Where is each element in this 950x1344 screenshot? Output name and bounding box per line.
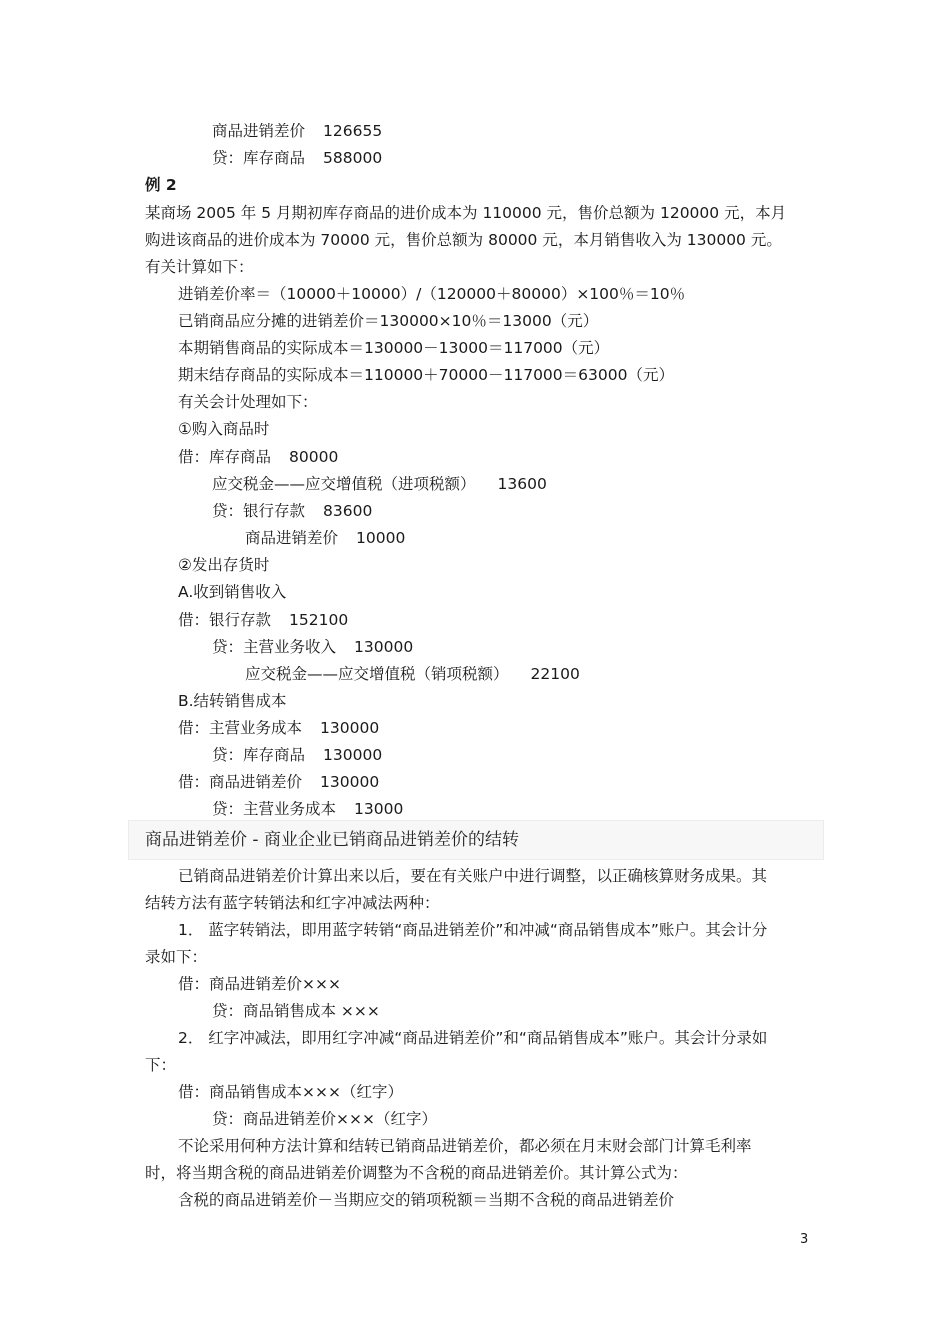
journal-line [212, 745, 382, 765]
account-name: 贷：库存商品 [212, 149, 306, 167]
amount: 130000 [323, 746, 383, 764]
paragraph-line: 有关计算如下： [145, 258, 254, 276]
account-name: 借：银行存款 [178, 611, 272, 629]
amount: 130000 [354, 638, 414, 656]
journal-line [212, 799, 403, 819]
account-name: 借：主营业务成本 [178, 719, 303, 737]
journal-line: 贷：商品进销差价×××（红字） [212, 1110, 437, 1128]
amount: 80000 [289, 448, 339, 466]
paragraph-line: 不论采用何种方法计算和结转已销商品进销差价，都必须在月末财会部门计算毛利率 [178, 1137, 752, 1155]
account-name: 商品进销差价 [245, 529, 339, 547]
paragraph-line: 购进该商品的进价成本为 70000 元，售价总额为 80000 元，本月销售收入为 130000 元。 [145, 231, 782, 249]
journal-line [245, 528, 405, 548]
step-label: B.结转销售成本 [178, 692, 287, 710]
journal-line: 借：商品销售成本×××（红字） [178, 1083, 403, 1101]
amount: 152100 [289, 611, 349, 629]
calc-line: 期末结存商品的实际成本＝110000＋70000－117000＝63000（元） [178, 366, 674, 384]
calc-line: 有关会计处理如下： [178, 393, 318, 411]
journal-line [212, 148, 382, 168]
paragraph-line: 时，将当期含税的商品进销差价调整为不含税的商品进销差价。其计算公式为： [145, 1164, 688, 1182]
journal-line [212, 501, 372, 521]
calc-line: 进销差价率＝（10000＋10000）/（120000＋80000）×100％＝10％ [178, 285, 686, 303]
paragraph-line: 某商场 2005 年 5 月期初库存商品的进价成本为 110000 元，售价总额为 120000 元，本月 [145, 204, 787, 222]
account-name: 借：库存商品 [178, 448, 272, 466]
journal-line: 贷：商品销售成本 ××× [212, 1002, 380, 1020]
calc-line: 本期销售商品的实际成本＝130000－13000＝117000（元） [178, 339, 610, 357]
amount: 13600 [497, 475, 547, 493]
step-label: ②发出存货时 [178, 556, 270, 574]
account-name: 贷：主营业务成本 [212, 800, 337, 818]
amount: 22100 [530, 665, 580, 683]
journal-line [178, 718, 379, 738]
example-title: 例 2 [145, 176, 177, 194]
account-name: 贷：银行存款 [212, 502, 306, 520]
journal-line [245, 664, 580, 684]
page-number: 3 [800, 1232, 809, 1247]
calc-line: 已销商品应分摊的进销差价＝130000×10％＝13000（元） [178, 312, 599, 330]
method-line: 录如下： [145, 948, 208, 966]
method-line: 1． 蓝字转销法，即用蓝字转销“商品进销差价”和冲减“商品销售成本”账户。其会计分 [178, 921, 768, 939]
journal-line [212, 121, 382, 141]
amount: 588000 [323, 149, 383, 167]
journal-line: 借：商品进销差价××× [178, 975, 341, 993]
method-line: 下： [145, 1056, 177, 1074]
amount: 130000 [320, 719, 380, 737]
paragraph-line: 结转方法有蓝字转销法和红字冲减法两种： [145, 894, 440, 912]
account-name: 应交税金——应交增值税（销项税额） [245, 665, 509, 683]
amount: 13000 [354, 800, 404, 818]
amount: 126655 [323, 122, 383, 140]
journal-line [212, 474, 547, 494]
journal-line [178, 447, 338, 467]
method-line: 2． 红字冲减法，即用红字冲减“商品进销差价”和“商品销售成本”账户。其会计分录如 [178, 1029, 768, 1047]
journal-line [212, 637, 413, 657]
account-name: 应交税金——应交增值税（进项税额） [212, 475, 476, 493]
account-name: 贷：库存商品 [212, 746, 306, 764]
step-label: ①购入商品时 [178, 420, 270, 438]
journal-line [178, 610, 348, 630]
formula-line: 含税的商品进销差价－当期应交的销项税额＝当期不含税的商品进销差价 [178, 1191, 675, 1209]
amount: 10000 [356, 529, 406, 547]
amount: 130000 [320, 773, 380, 791]
paragraph-line: 已销商品进销差价计算出来以后，要在有关账户中进行调整，以正确核算财务成果。其 [178, 867, 768, 885]
section-heading: 商品进销差价 - 商业企业已销商品进销差价的结转 [145, 830, 519, 850]
journal-line [178, 772, 379, 792]
step-label: A.收到销售收入 [178, 583, 287, 601]
account-name: 借：商品进销差价 [178, 773, 303, 791]
account-name: 商品进销差价 [212, 122, 306, 140]
amount: 83600 [323, 502, 373, 520]
account-name: 贷：主营业务收入 [212, 638, 337, 656]
